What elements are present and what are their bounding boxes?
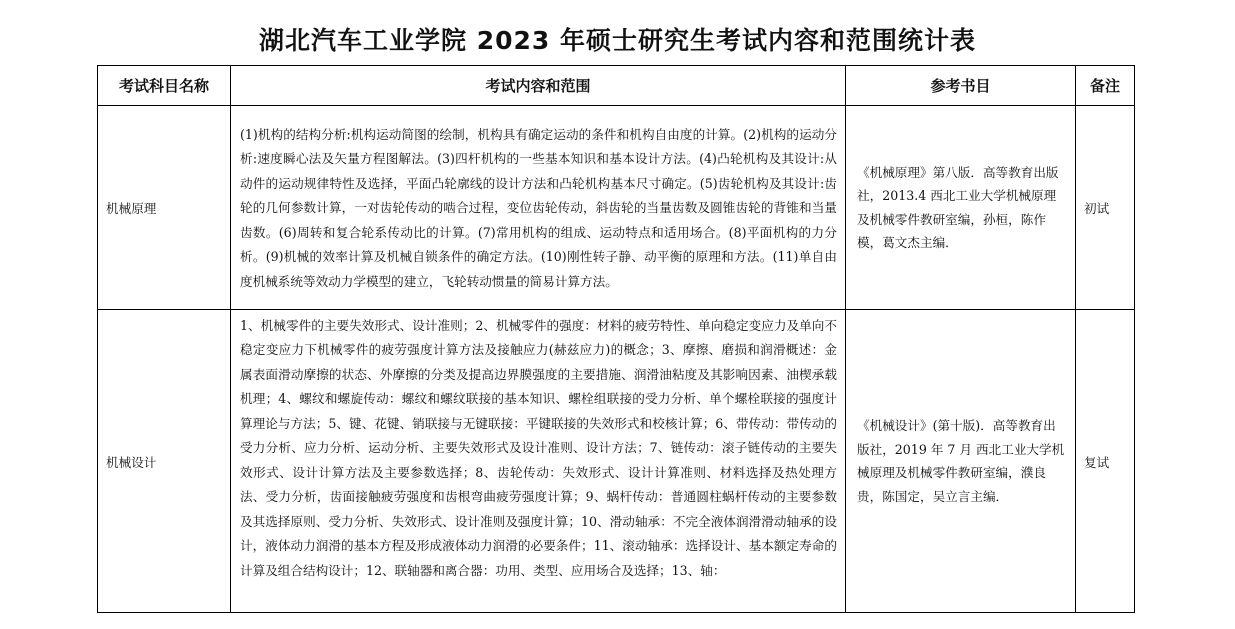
note-cell: 初试 [1076,106,1135,310]
content-cell [231,106,846,310]
table-row [98,310,1135,613]
exam-statistics-table [97,65,1135,613]
content-text: (1)机构的结构分析:机构运动简图的绘制，机构具有确定运动的条件和机构自由度的计算。(2)机构的运动分析:速度瞬心法及矢量方程图解法。(3)四杆机构的一些基本知识和基本设计方法。(4)凸轮机构及其设计:从动件的运动规律特性及选择，平面凸轮廓线的设计方法和凸轮机构基本尺寸确定。(5)齿轮机构及其设计:齿轮的几何参数计算，一对齿轮传动的啮合过程，变位齿轮传动，斜齿轮的当量齿数及圆锥齿轮的背锥和当量齿数。(6)周转和复合轮系传动比的计算。(7)常用机构的组成、运动特点和适用场合。(8)平面机构的力分析。(9)机械的效率计算及机械自锁条件的确定方法。(10)刚性转子静、动平衡的原理和方法。(11)单自由度机械系统等效动力学模型的建立，飞轮转动惯量的简易计算方法。 [240,126,837,289]
header-content: 考试内容和范围 [231,66,846,106]
content-cell [231,310,846,613]
reference-cell: 《机械设计》(第十版)．高等教育出版社，2019 年 7 月 西北工业大学机械原理及机械零件教研室编，濮良贵，陈国定，吴立言主编． [846,310,1076,613]
header-subject: 考试科目名称 [98,66,231,106]
note-cell: 复试 [1076,310,1135,613]
content-text: 1、机械零件的主要失效形式、设计准则；2、机械零件的强度：材料的疲劳特性、单向稳定变应力及单向不稳定变应力下机械零件的疲劳强度计算方法及接触应力(赫兹应力)的概念；3、摩擦、磨损和润滑概述：金属表面滑动摩擦的状态、外摩擦的分类及提高边界膜强度的主要措施、润滑油粘度及其影响因素、油楔承载机理；4、螺纹和螺旋传动：螺纹和螺纹联接的基本知识、螺栓组联接的受力分析、单个螺栓联接的强度计算理论与方法；5、键、花键、销联接与无键联接：平键联接的失效形式和校核计算；6、带传动：带传动的受力分析、应力分析、运动分析、主要失效形式及设计准则、设计方法；7、链传动：滚子链传动的主要失效形式、设计计算方法及主要参数选择；8、齿轮传动：失效形式、设计计算准则、材料选择及热处理方法、受力分析，齿面接触疲劳强度和齿根弯曲疲劳强度计算；9、蜗杆传动：普通圆柱蜗杆传动的主要参数及其选择原则、受力分析、失效形式、设计准则及强度计算；10、滑动轴承：不完全液体润滑滑动轴承的设计，液体动力润滑的基本方程及形成液体动力润滑的必要条件；11、滚动轴承：选择设计、基本额定寿命的计算及组合结构设计；12、联轴器和离合器：功用、类型、应用场合及选择；13、轴： [240,317,837,578]
header-reference: 参考书目 [846,66,1076,106]
subject-cell: 机械设计 [98,310,231,613]
subject-cell: 机械原理 [98,106,231,310]
header-note: 备注 [1076,66,1135,106]
table-row [98,106,1135,310]
table-header-row [98,66,1135,106]
reference-cell: 《机械原理》第八版．高等教育出版社，2013.4 西北工业大学机械原理及机械零件教研室编，孙桓，陈作模，葛文杰主编． [846,106,1076,310]
page-title: 湖北汽车工业学院 2023 年硕士研究生考试内容和范围统计表 [259,26,976,55]
